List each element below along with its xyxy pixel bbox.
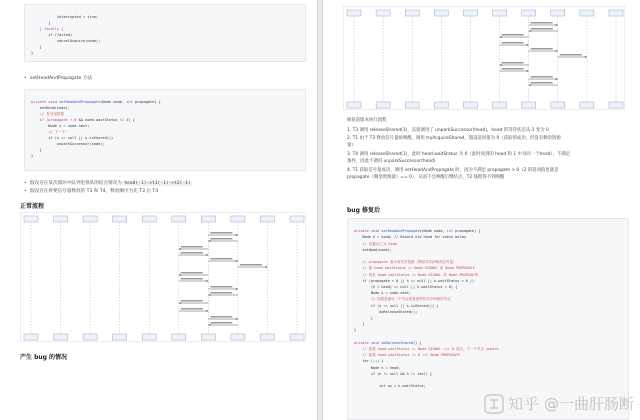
code-line: } — [354, 316, 373, 321]
lifeline-head — [201, 216, 215, 222]
code-text: if (propagate > — [31, 118, 75, 122]
code-line: if (propagate > 0 || h == null || h.waitStatus < 0 || — [354, 278, 475, 283]
message-label — [210, 232, 232, 234]
lifeline-head — [54, 216, 68, 222]
lifeline-foot — [142, 334, 156, 340]
lifeline-head — [24, 216, 38, 222]
message-arrowhead — [236, 288, 238, 290]
bullet-queue-assumption — [30, 180, 192, 187]
message-arrowhead — [179, 248, 181, 250]
message-label — [210, 316, 232, 318]
message-label — [531, 82, 553, 84]
message-arrowhead — [179, 302, 181, 304]
code-line: } — [354, 328, 357, 333]
bullet-text: 假设存在某次循环中队列里排队的结点情况为 — [30, 181, 122, 186]
code-comment: // 如果 head.waitStatus == 0 ==> Node.PROPAGATE — [354, 353, 461, 358]
message-arrowhead — [236, 260, 238, 262]
code-keyword: private void — [31, 100, 60, 104]
message-label — [181, 300, 203, 302]
zhihu-watermark — [484, 393, 634, 414]
sequence-diagram-normal — [20, 212, 306, 342]
lifeline-foot — [522, 102, 536, 108]
lifeline-foot — [376, 102, 390, 108]
code-line: interrupted = true; — [31, 15, 99, 19]
code-function-name: setHeadAndPropagate — [381, 229, 422, 234]
lifeline-head — [231, 216, 245, 222]
code-line: if (s == null || s.isShared()) — [31, 136, 114, 140]
code-line: } — [31, 148, 42, 152]
code-line: if (failed) — [31, 33, 73, 37]
message-label — [210, 286, 232, 288]
lifeline-foot — [172, 334, 186, 340]
lifeline-head — [405, 10, 419, 16]
step-line: 量） — [347, 143, 356, 148]
code-line: Node s = node.next; — [31, 124, 90, 128]
message-arrowhead — [236, 234, 238, 236]
step-line: 条件，因此不调用 unparkSuccessor(head) — [347, 159, 436, 164]
lifeline-head — [290, 216, 304, 222]
lifeline-foot — [609, 102, 623, 108]
code-comment: // propagate 表示有共享资源（例如共享读锁或信号量） — [354, 260, 457, 265]
watermark-brand: 知乎 — [507, 395, 540, 413]
code-block-top — [24, 4, 306, 62]
lifeline-foot — [347, 102, 361, 108]
code-line: } — [354, 322, 365, 327]
code-number: 0 — [74, 118, 77, 122]
lifeline-head — [609, 10, 623, 16]
zhihu-logo-icon — [484, 394, 504, 414]
lifeline-head — [580, 10, 594, 16]
heading-normal-flow: 正常流程 — [20, 203, 45, 210]
message-label — [502, 34, 524, 36]
code-comment: // 下一个 — [31, 130, 66, 134]
lifeline-head — [347, 10, 361, 16]
code-keyword: private void — [354, 340, 382, 345]
code-keyword: int — [446, 229, 454, 234]
code-comment: // 如果 head.waitStatus == Node.SIGNAL ==> 0 成功，下一个节点 unpark — [354, 347, 499, 352]
code-line: doReleaseShared(); — [354, 309, 418, 314]
code-line: unparkSuccessor(node); — [31, 142, 105, 146]
sequence-diagram-normal-svg — [21, 213, 307, 343]
code-block-fixed — [347, 218, 629, 420]
heading-bug-case: 产生 bug 的情况 — [20, 354, 68, 361]
message-arrowhead — [208, 324, 210, 326]
lifeline-foot — [54, 334, 68, 340]
message-arrowhead — [208, 294, 210, 296]
code-line: } — [31, 51, 34, 55]
sequence-diagram-bug — [343, 6, 625, 110]
message-label — [181, 308, 203, 310]
code-function-name: doReleaseShared — [381, 340, 414, 345]
code-line: Node h = head; — [354, 365, 401, 370]
lifeline-head — [260, 216, 274, 222]
step-line: 4. T1 获取信号量成功，调用 setHeadAndPropagate 时，因为不满足 propagate > 0（2 的返回值也就是 — [347, 168, 559, 173]
message-arrowhead — [179, 274, 181, 276]
lifeline-foot — [463, 102, 477, 108]
lifeline-foot — [434, 102, 448, 108]
lifeline-head — [522, 10, 536, 16]
code-line: setHead(node); — [354, 247, 392, 252]
message-label — [210, 238, 232, 240]
code-line: } — [31, 21, 51, 25]
message-arrowhead — [500, 36, 502, 38]
code-comment: // 原 head waitStatus == Node.SIGNAL 或 Node.PROPAGATE — [354, 266, 475, 271]
sequence-diagram-bug-svg — [344, 7, 626, 111]
code-block-set-head-and-propagate — [24, 89, 306, 171]
heading-before-fix: 修复前版本执行流程 — [347, 118, 387, 123]
message-label — [210, 322, 232, 324]
message-arrowhead — [265, 266, 267, 268]
code-line: setHead(node); — [31, 106, 70, 110]
message-label — [531, 28, 553, 30]
message-label — [210, 292, 232, 294]
message-label — [240, 264, 262, 266]
lifeline-head — [83, 216, 97, 222]
lifeline-head — [376, 10, 390, 16]
message-arrowhead — [527, 44, 529, 46]
lifeline-head — [434, 10, 448, 16]
bullet-set-head-and-propagate: • setHeadAndPropagate 方法 — [30, 75, 92, 82]
message-label — [560, 54, 582, 56]
code-line: cancelAcquire(node); — [31, 39, 101, 43]
code-text: (Node node, — [100, 100, 127, 104]
lifeline-foot — [580, 102, 594, 108]
message-arrowhead — [556, 24, 558, 26]
code-text: propagate) { — [132, 100, 161, 104]
lifeline-foot — [260, 334, 274, 340]
message-arrowhead — [585, 56, 587, 58]
code-line: Node s = node.next; — [354, 291, 411, 296]
message-arrowhead — [529, 84, 531, 86]
code-text: && node.waitStatus != — [76, 118, 127, 122]
step-line: 1. T3 调用 releaseShared(1)，直接调用了 unparkSuccessor(head)，head 的等待状态从-1 变为 0 — [347, 128, 549, 133]
code-comment: // 设置自己为 head — [354, 241, 397, 246]
code-line: } finally { — [31, 27, 64, 31]
message-arrowhead — [206, 280, 208, 282]
message-label — [210, 258, 232, 260]
code-text: () { — [413, 340, 422, 345]
message-arrowhead — [206, 254, 208, 256]
message-label — [181, 278, 203, 280]
lifeline-head — [142, 216, 156, 222]
message-label — [502, 62, 524, 64]
message-label — [181, 252, 203, 254]
message-arrowhead — [527, 70, 529, 72]
code-text: propagate) { — [453, 229, 481, 234]
code-line: } — [31, 45, 42, 49]
code-line: } — [31, 154, 34, 158]
lifeline-foot — [405, 102, 419, 108]
step-line: propagate（剩余资源量）== 0），从而不会唤醒后继结点，T2 线程得不到唤醒 — [347, 175, 505, 180]
code-text: ) { — [128, 118, 135, 122]
message-label — [502, 68, 524, 70]
message-label — [531, 22, 553, 24]
message-arrowhead — [500, 64, 502, 66]
lifeline-head — [172, 216, 186, 222]
code-line: if (s == null || s.isShared()) { — [354, 303, 439, 308]
lifeline-head — [113, 216, 127, 222]
message-arrowhead — [556, 50, 558, 52]
code-function-name: setHeadAndPropagate — [59, 100, 101, 104]
left-document-page — [0, 0, 318, 420]
message-label — [531, 48, 553, 50]
step-line: 3. T4 调用 releaseShared(1)，此时 head.waitStatus 为 0（此时读到的 head 和 1 中为同一个head），不满足 — [347, 152, 571, 157]
code-keyword: int — [126, 100, 133, 104]
code-text: (Node node, — [421, 229, 447, 234]
lifeline-head — [551, 10, 565, 16]
code-line: Node h = head; // Record old head for check below — [354, 235, 466, 240]
code-comment: // 如果是最后一个节点或者是等待共享读锁的节点 — [354, 297, 451, 302]
code-keyword: private void — [354, 229, 382, 234]
code-number: 0 — [126, 118, 129, 122]
right-document-page — [322, 0, 640, 420]
watermark-author: @一曲肝肠断 — [543, 395, 634, 413]
message-label — [181, 272, 203, 274]
lifeline-foot — [113, 334, 127, 340]
code-comment: // 现在 head waitStatus == Node.SIGNAL 或 Node.PROPAGATE — [354, 272, 479, 277]
lifeline-head — [493, 10, 507, 16]
message-label — [502, 42, 524, 44]
message-arrowhead — [556, 78, 558, 80]
lifeline-head — [463, 10, 477, 16]
code-line: int ws = h.waitStatus; — [354, 384, 426, 389]
heading-bug-fixed: bug 修复后 — [347, 207, 380, 214]
lifeline-foot — [290, 334, 304, 340]
code-line: if (h != null && h != tail) { — [354, 371, 432, 376]
code-line: (h = head) == null || h.waitStatus < 0) { — [354, 285, 458, 290]
message-arrowhead — [529, 30, 531, 32]
message-arrowhead — [208, 240, 210, 242]
message-arrowhead — [206, 310, 208, 312]
code-comment: // 有空闲资源 — [31, 112, 65, 116]
lifeline-foot — [551, 102, 565, 108]
code-line: for (;;) { — [354, 359, 384, 364]
lifeline-foot — [83, 334, 97, 340]
message-label — [181, 246, 203, 248]
lifeline-foot — [231, 334, 245, 340]
lifeline-foot — [493, 102, 507, 108]
step-line: 2. T1 由于 T3 释放信号量被唤醒，调用 tryAcquireShared，假设返回值为 0（获取锁成功，但没有剩余资源 — [347, 136, 561, 141]
message-arrowhead — [236, 318, 238, 320]
lifeline-foot — [201, 334, 215, 340]
lifeline-foot — [24, 334, 38, 340]
message-label — [531, 76, 553, 78]
bullet-release-assumption: • 假设存在将要信号量释放的 T3 和 T4，释放顺序为先 T3 后 T4 — [30, 188, 158, 195]
inline-code: head(-1)->t1(-1)->t2(-1) — [124, 181, 191, 186]
